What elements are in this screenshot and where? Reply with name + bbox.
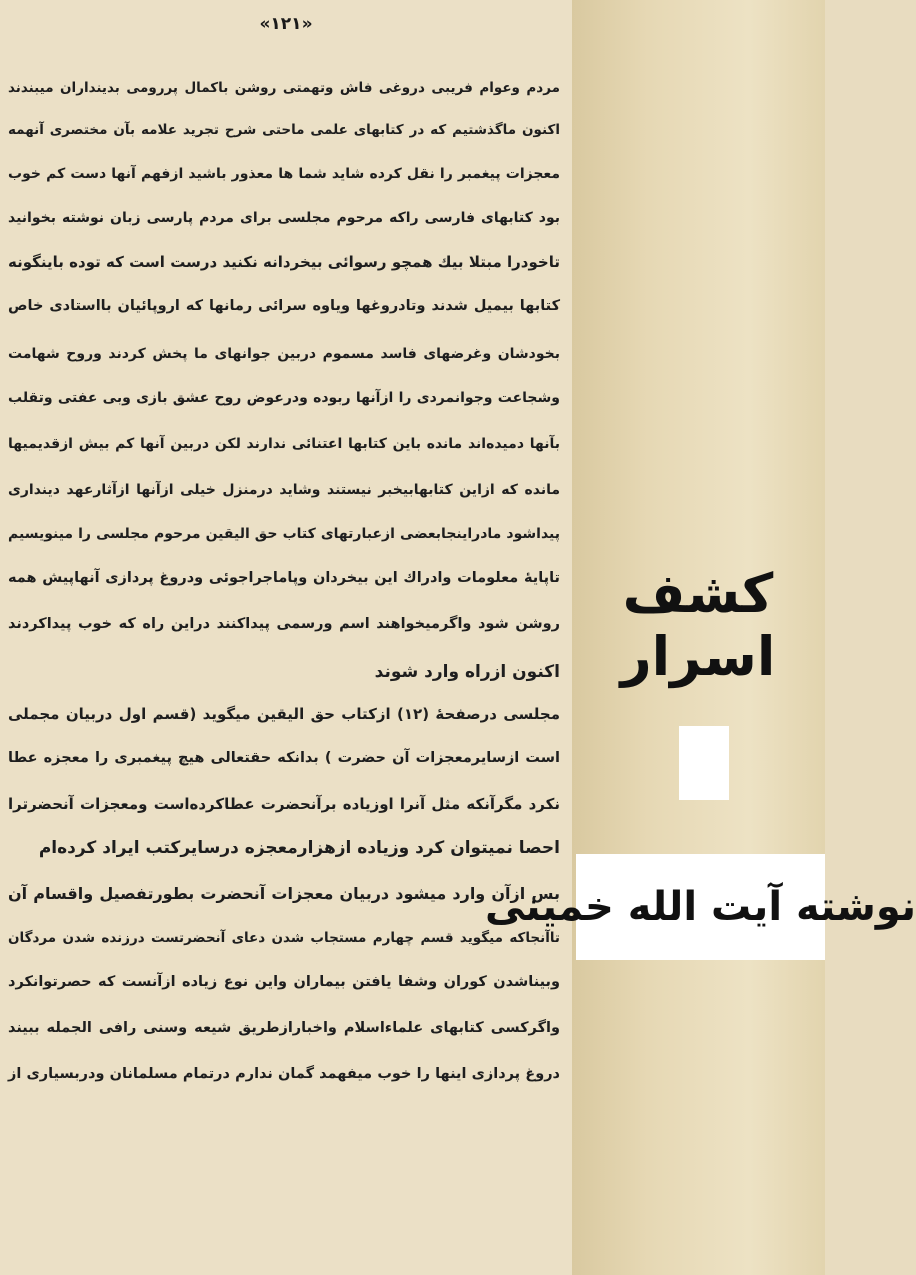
white-patch — [679, 726, 729, 800]
text-line-14: اکنون ازراه وارد شوند — [374, 662, 560, 682]
text-line-1: مردم وعوام فریبی دروغی فاش وتهمتی روشن باکمال پررومی بدینداران میبندند — [8, 80, 560, 96]
text-line-9: بآنها دمیده‌اند مانده باین کتابها اعتنائی ندارند لکن دربین آنها کم بیش ازقدیمیها — [8, 436, 560, 452]
text-line-19: بس ازآن وارد میشود دربیان معجزات آنحضرت بطورتفصیل واقسام آن — [8, 884, 560, 903]
text-line-6: کتابها بیمیل شدند وتادروغها ویاوه سرائی رمانها که اروپائیان بااستادی خاص — [8, 298, 560, 314]
author-label: نوشته آیت الله خمینی — [485, 884, 916, 930]
text-line-13: روشن شود واگرمیخواهند اسم ورسمی پیداکنند دراین راه که خوب پیداکردند — [8, 616, 560, 632]
text-line-16: است ازسایرمعجزات آن حضرت ) بدانکه حقتعالی هیچ پیغمبری را معجزه عطا — [8, 750, 560, 766]
text-line-5: تاخودرا مبتلا بیك همچو رسوائی بیخردانه نکنید درست است که توده باینگونه — [8, 253, 560, 271]
text-line-8: وشجاعت وجوانمردی را ازآنها ربوده ودرعوض روح عشق بازی وبی عفتی وتقلب — [8, 390, 560, 406]
text-line-10: مانده که ازاین کتابهابیخبر نیستند وشاید درمنزل خیلی ازآنها ازآثارعهد دینداری — [8, 482, 560, 498]
book-title: کشف اسرار — [620, 562, 776, 688]
page-number: «۱۲۱» — [259, 14, 313, 34]
text-line-22: واگرکسی کتابهای علماءاسلام واخبارازطریق شیعه وسنی رافی الجمله ببیند — [8, 1020, 560, 1036]
text-line-23: دروغ پردازی اینها را خوب میفهمد گمان ندارم درتمام مسلمانان ودربسیاری از — [8, 1066, 560, 1082]
text-line-3: معجزات پیغمبر را نقل کرده شاید شما ها معذور باشید ازفهم آنها دست کم خوب — [8, 166, 560, 182]
text-line-7: بخودشان وغرضهای فاسد مسموم دربین جوانهای ما پخش کردند وروح شهامت — [8, 346, 560, 362]
text-line-18: احصا نمیتوان کرد وزیاده ازهزارمعجزه درسایرکتب ایراد کرده‌ام — [38, 838, 560, 858]
text-line-20: تاآنجاکه میگوید قسم چهارم مستجاب شدن دعای آنحضرتست درزنده شدن مردگان — [8, 930, 560, 946]
text-line-17: نکرد مگرآنکه مثل آنرا اوزیاده برآنحضرت عطاکرده‌است ومعجزات آنحضرترا — [8, 795, 560, 813]
text-line-12: تاپایهٔ معلومات وادراك این بیخردان وپاماجراجوئی ودروغ پردازی آنهاپیش همه — [8, 570, 560, 586]
text-line-21: وبیناشدن کوران وشفا یافتن بیماران واین نوع زیاده ازآنست که حصرتوانکرد — [8, 974, 560, 990]
text-line-4: بود کتابهای فارسی راکه مرحوم مجلسی برای مردم پارسی زبان نوشته بخوانید — [8, 210, 560, 226]
text-line-2: اکنون ماگذشتیم که در کتابهای علمی ماحتی شرح تجرید علامه بآن مختصری آنهمه — [8, 122, 560, 138]
author-box — [485, 854, 916, 960]
text-line-11: پیداشود مادراینجابعضی ازعبارتهای کتاب حق الیقین مرحوم مجلسی را مینویسیم — [8, 526, 560, 542]
text-line-15: مجلسی درصفحهٔ (۱۲) ازکتاب حق الیقین میگوید (قسم اول دربیان مجملی — [8, 705, 560, 723]
